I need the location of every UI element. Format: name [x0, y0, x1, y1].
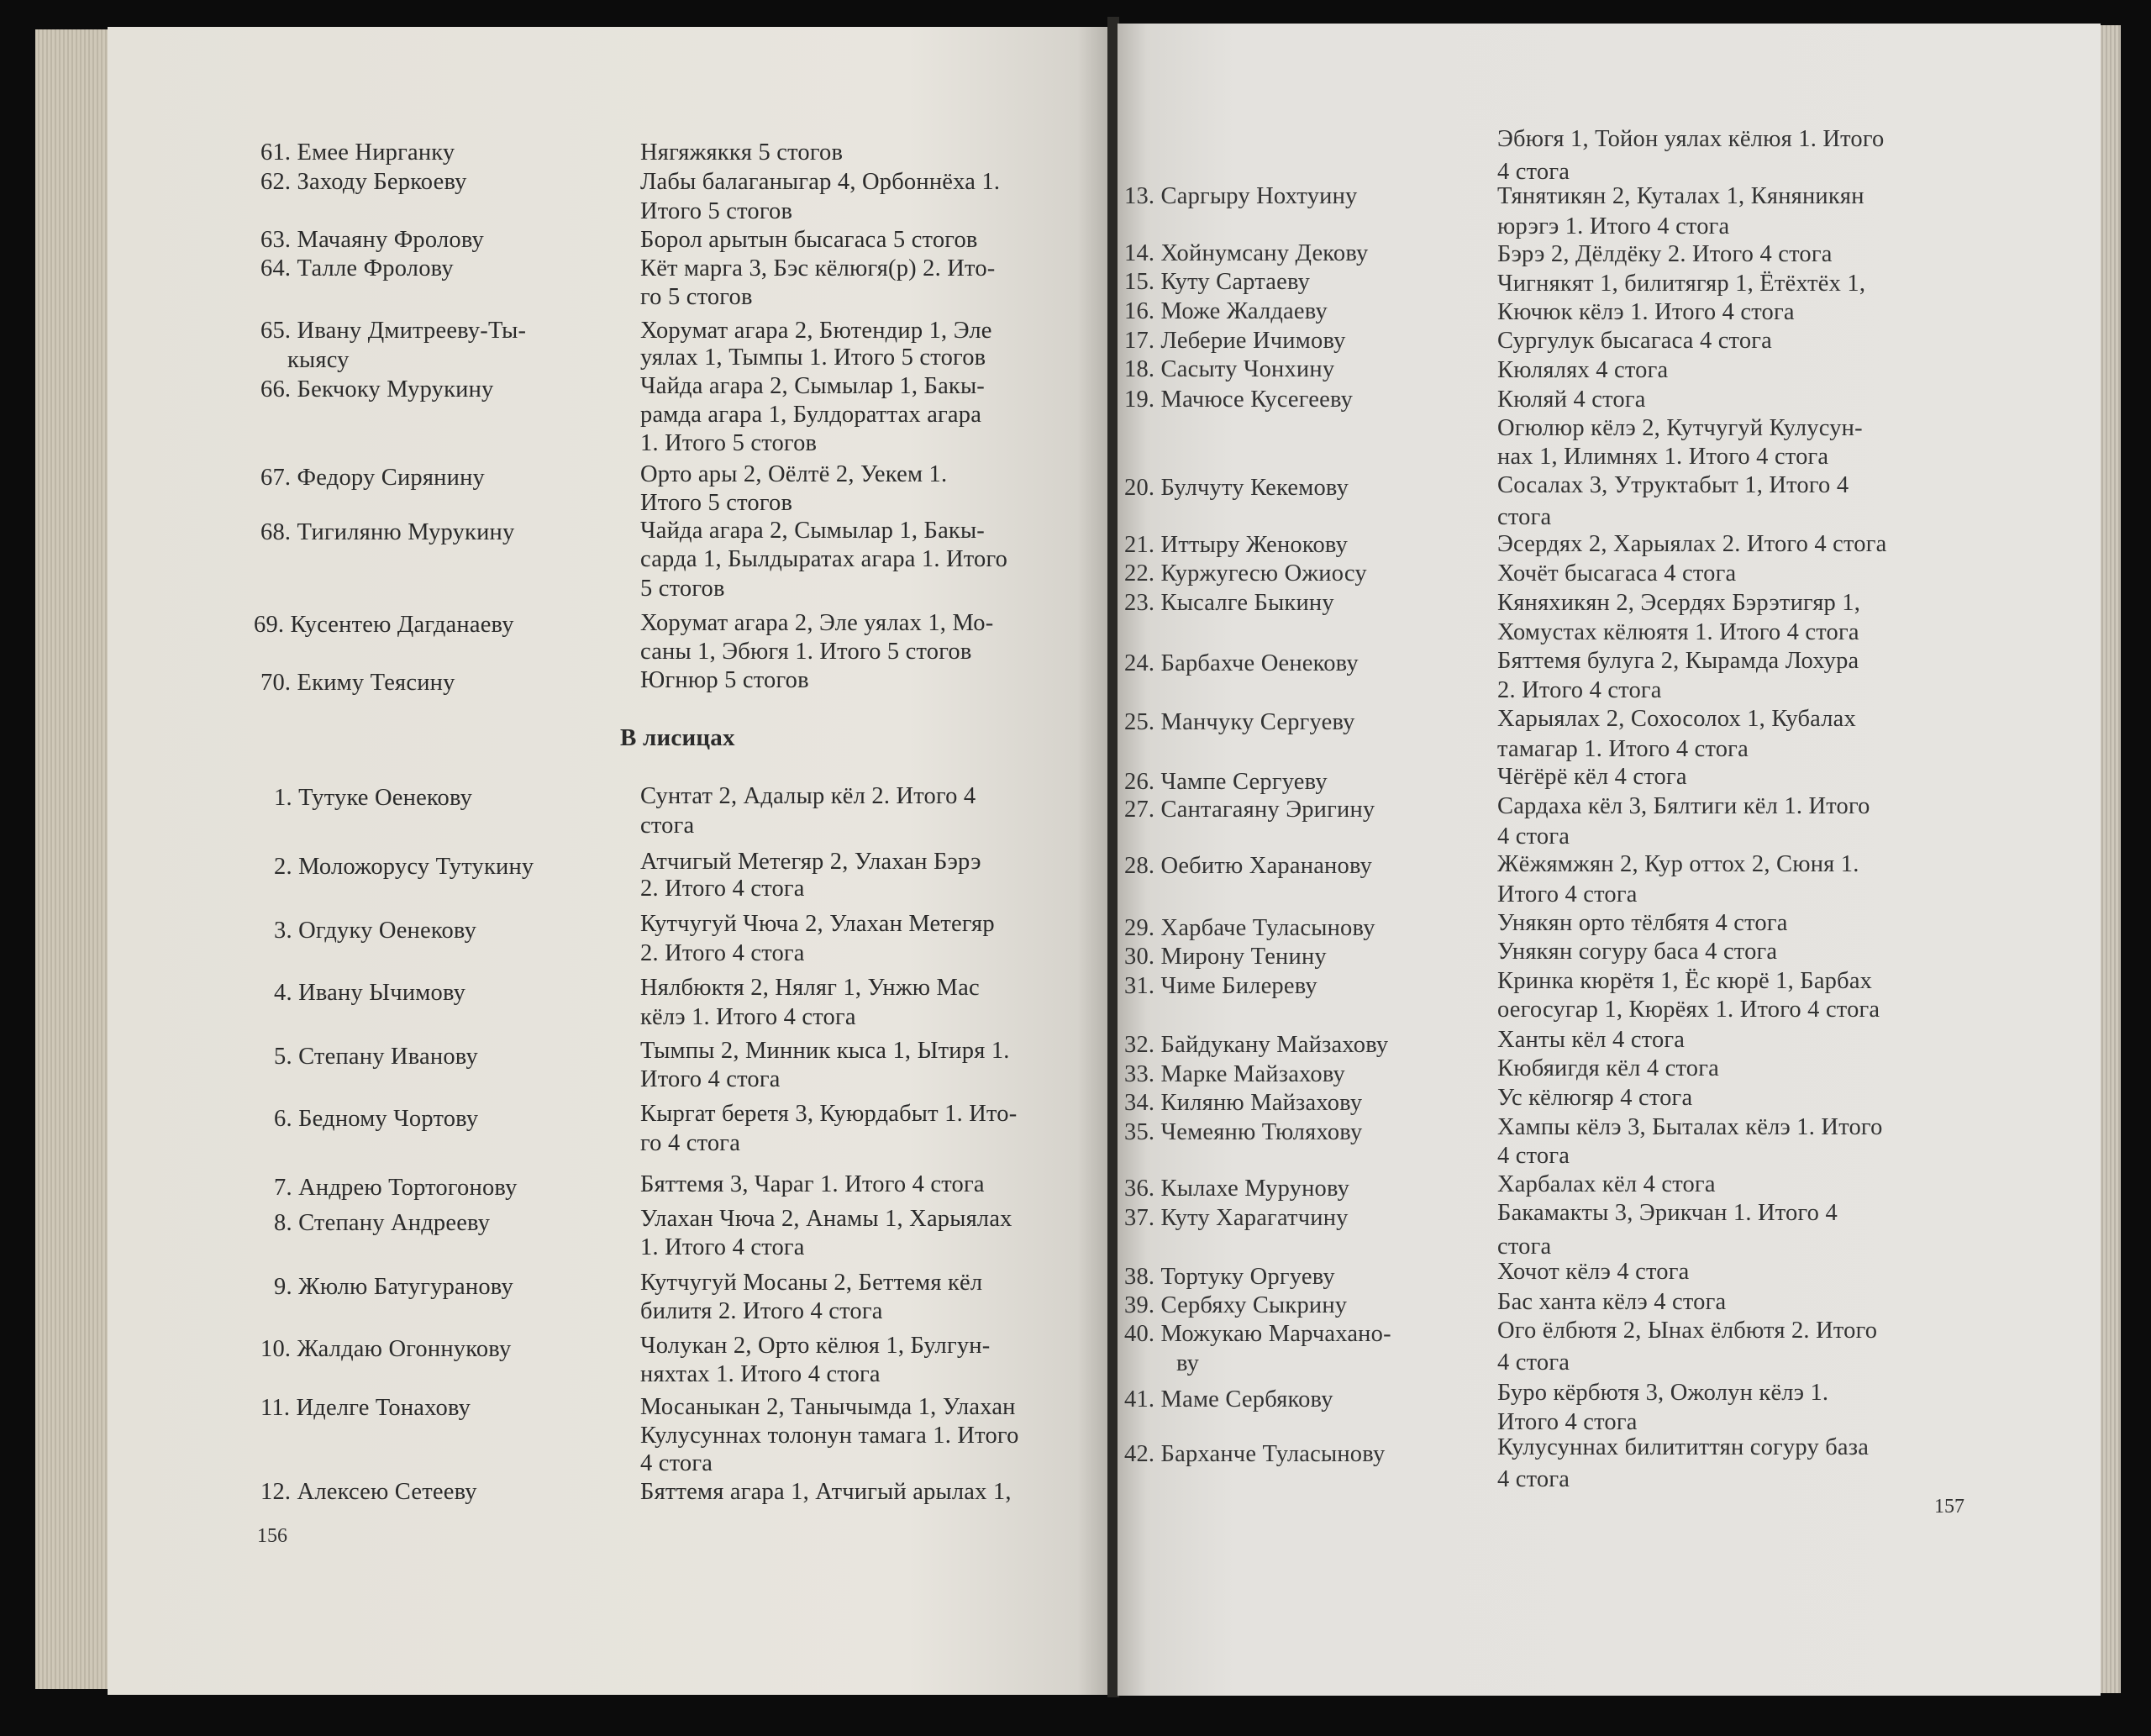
text-line: 63. Мачаяну Фролову — [260, 227, 484, 253]
text-line: Нягяжяккя 5 стогов — [640, 139, 844, 166]
text-line: Бяттемя агара 1, Атчигый арылах 1, — [640, 1479, 1012, 1505]
text-line: Лабы балаганыгар 4, Орбоннёха 1. — [640, 169, 1001, 195]
text-line: Хочот кёлэ 4 стога — [1497, 1259, 1690, 1285]
text-line: Кёт марга 3, Бэс кёлюгя(р) 2. Ито- — [640, 255, 996, 281]
text-line: 8. Степану Андрееву — [274, 1210, 491, 1236]
text-line: Кулусуннах билититтян согуру база — [1497, 1434, 1870, 1460]
text-line: 2. Итого 4 стога — [640, 876, 805, 902]
text-line: 62. Заходу Беркоеву — [260, 169, 467, 195]
text-line: Эсердях 2, Харыялах 2. Итого 4 стога — [1497, 531, 1887, 557]
text-line: 34. Киляню Майзахову — [1124, 1090, 1363, 1116]
text-line: 20. Булчуту Кекемову — [1124, 475, 1349, 501]
text-line: 37. Куту Харагатчину — [1124, 1205, 1349, 1231]
text-line: Итого 4 стога — [1497, 881, 1638, 907]
text-line: кыясу — [287, 347, 350, 373]
text-line: 1. Итого 4 стога — [640, 1234, 805, 1260]
text-line: Кыргат беретя 3, Куюрдабыт 1. Ито- — [640, 1101, 1018, 1127]
text-line: 4. Ивану Ычимову — [274, 980, 466, 1006]
text-line: Улахан Чюча 2, Анамы 1, Харыялах — [640, 1206, 1012, 1232]
section-heading: В лисицах — [620, 724, 735, 751]
text-line: Чигнякят 1, билитягяр 1, Ётёхтёх 1, — [1497, 271, 1866, 297]
text-line: Сунтат 2, Адалыр кёл 2. Итого 4 — [640, 783, 976, 809]
text-line: Сосалах 3, Утруктабыт 1, Итого 4 — [1497, 472, 1849, 498]
text-line: 2. Моложорусу Тутукину — [274, 854, 534, 880]
text-line: 4 стога — [1497, 1466, 1570, 1492]
text-line: Сардаха кёл 3, Бялтиги кёл 1. Итого — [1497, 793, 1870, 819]
text-line: Итого 4 стога — [640, 1066, 781, 1092]
text-line: няхтах 1. Итого 4 стога — [640, 1361, 881, 1387]
text-line: 69. Кусентею Дагданаеву — [254, 612, 514, 638]
text-line: Нялбюктя 2, Няляг 1, Унжю Мас — [640, 975, 980, 1001]
text-line: Жёжямжян 2, Кур оттох 2, Сюня 1. — [1497, 851, 1859, 877]
text-line: 31. Чиме Билереву — [1124, 973, 1317, 999]
text-line: Буро кёрбютя 3, Ожолун кёлэ 1. — [1497, 1380, 1829, 1406]
text-line: Тянятикян 2, Куталах 1, Кяняникян — [1497, 183, 1864, 209]
text-line: Хорумат агара 2, Эле уялах 1, Мо- — [640, 610, 994, 636]
text-line: 70. Екиму Теясину — [260, 670, 455, 696]
text-line: Тымпы 2, Минник кыса 1, Ытиря 1. — [640, 1038, 1010, 1064]
text-line: го 4 стога — [640, 1130, 741, 1156]
text-line: 64. Талле Фролову — [260, 255, 454, 281]
text-line: 15. Куту Сартаеву — [1124, 269, 1311, 295]
text-line: Кюлялях 4 стога — [1497, 357, 1669, 383]
text-line: Ус кёлюгяр 4 стога — [1497, 1085, 1693, 1111]
text-line: Бяттемя 3, Чараг 1. Итого 4 стога — [640, 1171, 985, 1197]
text-line: 7. Андрею Тортогонову — [274, 1175, 518, 1201]
text-line: Кючюк кёлэ 1. Итого 4 стога — [1497, 299, 1795, 325]
text-line: 9. Жюлю Батугуранову — [274, 1274, 513, 1300]
text-line: Огюлюр кёлэ 2, Кутчугуй Кулусун- — [1497, 415, 1863, 441]
text-line: 39. Сербяху Сыкрину — [1124, 1292, 1348, 1318]
text-line: 24. Барбахче Оенекову — [1124, 650, 1359, 676]
text-line: Югнюр 5 стогов — [640, 667, 809, 693]
text-line: 33. Марке Майзахову — [1124, 1061, 1345, 1087]
text-line: стога — [1497, 504, 1552, 530]
text-line: 17. Леберие Ичимову — [1124, 328, 1346, 354]
text-line: 19. Мачюсе Кусегееву — [1124, 387, 1354, 413]
text-line: Ханты кёл 4 стога — [1497, 1027, 1686, 1053]
text-line: Кутчугуй Мосаны 2, Беттемя кёл — [640, 1270, 983, 1296]
text-line: Бэрэ 2, Дёлдёку 2. Итого 4 стога — [1497, 241, 1833, 267]
text-line: 2. Итого 4 стога — [1497, 677, 1662, 703]
text-line: 29. Харбаче Туласынову — [1124, 915, 1375, 941]
text-line: 66. Бекчоку Мурукину — [260, 376, 494, 402]
text-line: 4 стога — [1497, 159, 1570, 185]
text-line: Кутчугуй Чюча 2, Улахан Метегяр — [640, 911, 995, 937]
text-line: 68. Тигиляню Мурукину — [260, 519, 515, 545]
text-line: саны 1, Эбюгя 1. Итого 5 стогов — [640, 639, 972, 665]
text-line: Итого 5 стогов — [640, 490, 793, 516]
text-line: 2. Итого 4 стога — [640, 940, 805, 966]
text-line: 4 стога — [640, 1450, 713, 1476]
text-line: 16. Може Жалдаеву — [1124, 298, 1328, 324]
text-line: 12. Алексею Сетееву — [260, 1479, 477, 1505]
text-line: 23. Кысалге Быкину — [1124, 590, 1334, 616]
text-line: Бакамакты 3, Эрикчан 1. Итого 4 — [1497, 1200, 1838, 1226]
text-line: 11. Иделге Тонахову — [260, 1395, 471, 1421]
text-line: Кринка кюрётя 1, Ёс кюрё 1, Барбах — [1497, 968, 1873, 994]
text-line: Итого 5 стогов — [640, 198, 793, 224]
page-number-right: 157 — [1934, 1496, 1964, 1518]
text-line: Хомустах кёлюятя 1. Итого 4 стога — [1497, 619, 1859, 645]
text-line: кёлэ 1. Итого 4 стога — [640, 1004, 856, 1030]
text-line: 4 стога — [1497, 823, 1570, 850]
text-line: Харыялах 2, Сохосолох 1, Кубалах — [1497, 706, 1856, 732]
text-line: нах 1, Илимнях 1. Итого 4 стога — [1497, 444, 1829, 470]
text-line: 4 стога — [1497, 1143, 1570, 1169]
text-line: Хампы кёлэ 3, Быталах кёлэ 1. Итого — [1497, 1114, 1883, 1140]
page-number-left: 156 — [257, 1525, 287, 1547]
text-line: юрэгэ 1. Итого 4 стога — [1497, 213, 1730, 239]
text-line: рамда агара 1, Булдораттах агара — [640, 402, 982, 428]
text-line: 4 стога — [1497, 1349, 1570, 1376]
text-line: 27. Сантагаяну Эригину — [1124, 797, 1375, 823]
text-line: 32. Байдукану Майзахову — [1124, 1032, 1389, 1058]
text-line: 42. Барханче Туласынову — [1124, 1441, 1386, 1467]
text-line: оегосугар 1, Кюрёях 1. Итого 4 стога — [1497, 997, 1880, 1023]
text-line: Орто ары 2, Оёлтё 2, Уекем 1. — [640, 461, 948, 487]
text-line: Чолукан 2, Орто кёлюя 1, Булгун- — [640, 1333, 991, 1359]
text-line: 26. Чампе Сергуеву — [1124, 769, 1328, 795]
text-line: билитя 2. Итого 4 стога — [640, 1298, 883, 1324]
text-line: Хорумат агара 2, Бютендир 1, Эле — [640, 318, 992, 344]
text-line: Чайда агара 2, Сымылар 1, Бакы- — [640, 518, 986, 544]
text-line: 5 стогов — [640, 576, 725, 602]
text-line: стога — [640, 813, 695, 839]
text-line: 18. Сасыту Чонхину — [1124, 356, 1335, 382]
text-line: Чёгёрё кёл 4 стога — [1497, 764, 1687, 790]
text-line: 40. Можукаю Марчахано- — [1124, 1321, 1391, 1347]
text-line: 21. Иттыру Женокову — [1124, 532, 1349, 558]
text-line: Кюбяигдя кёл 4 стога — [1497, 1055, 1719, 1081]
page-edges-left — [35, 29, 111, 1689]
text-line: 61. Емее Нирганку — [260, 139, 455, 166]
text-line: Атчигый Метегяр 2, Улахан Бэрэ — [640, 849, 981, 875]
text-line: Хочёт бысагаса 4 стога — [1497, 560, 1737, 587]
text-line: Кулусуннах толонун тамага 1. Итого — [640, 1423, 1019, 1449]
text-line: тамагар 1. Итого 4 стога — [1497, 736, 1749, 762]
text-line: 3. Огдуку Оенекову — [274, 918, 477, 944]
page-edges-right — [2099, 25, 2121, 1693]
text-line: Мосаныкан 2, Танычымда 1, Улахан — [640, 1394, 1016, 1420]
text-line: Эбюгя 1, Тойон уялах кёлюя 1. Итого — [1497, 126, 1885, 152]
text-line: 25. Манчуку Сергуеву — [1124, 709, 1355, 735]
text-line: Кюляй 4 стога — [1497, 387, 1646, 413]
text-line: Кяняхикян 2, Эсердях Бэрэтигяр 1, — [1497, 590, 1861, 616]
text-line: 30. Мирону Тенину — [1124, 944, 1327, 970]
text-line: 10. Жалдаю Огоннукову — [260, 1336, 512, 1362]
text-line: 38. Тортуку Оргуеву — [1124, 1264, 1335, 1290]
text-line: 41. Маме Сербякову — [1124, 1386, 1333, 1412]
text-line: 22. Куржугесю Ожиосу — [1124, 560, 1367, 587]
text-line: 36. Кылахе Мурунову — [1124, 1176, 1350, 1202]
text-line: 6. Бедному Чортову — [274, 1106, 479, 1132]
text-line: Унякян согуру баса 4 стога — [1497, 939, 1778, 965]
text-line: Ого ёлбютя 2, Ынах ёлбютя 2. Итого — [1497, 1318, 1878, 1344]
text-line: 5. Степану Иванову — [274, 1044, 478, 1070]
text-line: Бас ханта кёлэ 4 стога — [1497, 1289, 1727, 1315]
text-line: ву — [1176, 1350, 1200, 1376]
text-line: 1. Итого 5 стогов — [640, 430, 818, 456]
text-line: сарда 1, Былдыратах агара 1. Итого — [640, 546, 1008, 572]
text-line: Сургулук бысагаса 4 стога — [1497, 328, 1773, 354]
text-line: 67. Федору Сирянину — [260, 465, 485, 491]
text-line: Харбалах кёл 4 стога — [1497, 1171, 1716, 1197]
text-line: стога — [1497, 1234, 1552, 1260]
text-line: Бяттемя булуга 2, Кырамда Лохура — [1497, 648, 1859, 674]
text-line: 14. Хойнумсану Декову — [1124, 240, 1369, 266]
text-line: Чайда агара 2, Сымылар 1, Бакы- — [640, 373, 986, 399]
text-line: уялах 1, Тымпы 1. Итого 5 стогов — [640, 345, 986, 371]
text-line: 65. Ивану Дмитрееву-Ты- — [260, 318, 527, 344]
text-line: 13. Саргыру Нохтуину — [1124, 183, 1358, 209]
text-line: Борол арытын бысагаса 5 стогов — [640, 227, 978, 253]
text-line: Унякян орто тёлбятя 4 стога — [1497, 910, 1788, 936]
text-line: 35. Чемеяню Тюляхову — [1124, 1119, 1363, 1145]
text-line: Итого 4 стога — [1497, 1409, 1638, 1435]
text-line: 28. Оебитю Харананову — [1124, 853, 1373, 879]
text-line: 1. Тутуке Оенекову — [274, 785, 473, 811]
text-line: го 5 стогов — [640, 284, 753, 310]
